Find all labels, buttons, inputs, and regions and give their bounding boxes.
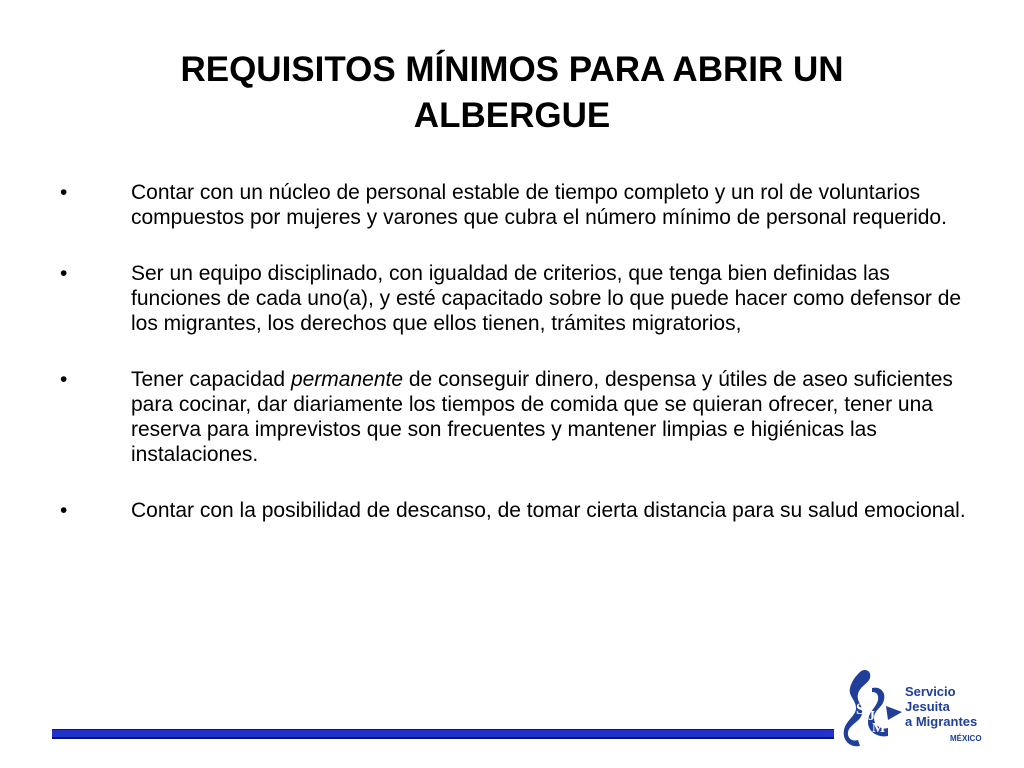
logo-monogram: S	[856, 701, 865, 718]
list-item-text-start: Tener capacidad	[131, 368, 291, 391]
requirements-list	[60, 180, 970, 554]
list-item-text	[131, 368, 953, 466]
list-item	[60, 367, 970, 467]
list-item-text-end: de conseguir dinero, despensa y útiles de aseo suficientes para cocinar, dar diariamente los tiempos de comida que se quieran ofrecer, tener una reserva para imprevistos que son frecuentes y mantener limpias e higiénicas las instalaciones.	[131, 368, 953, 466]
bullet-icon: •	[60, 262, 68, 285]
list-item-text: Contar con la posibilidad de descanso, de tomar cierta distancia para su salud emocional.	[131, 499, 966, 522]
svg-text:M: M	[872, 721, 886, 736]
sjm-logo-icon	[842, 666, 906, 748]
bullet-icon: •	[60, 499, 68, 522]
logo-text-servicio: Servicio	[905, 684, 956, 699]
sjm-logo	[842, 666, 1002, 748]
bullet-icon: •	[60, 181, 68, 204]
bullet-icon: •	[60, 368, 68, 391]
list-item	[60, 261, 970, 336]
logo-text-migrantes: a Migrantes	[905, 714, 978, 729]
list-item	[60, 498, 970, 523]
logo-text-country: MÉXICO	[950, 734, 982, 743]
list-item	[60, 180, 970, 230]
emphasis-text: permanente	[290, 368, 404, 391]
list-item-text: Ser un equipo disciplinado, con igualdad de criterios, que tenga bien definidas las funciones de cada uno(a), y esté capacitado sobre lo que puede hacer como defensor de los migrantes, los derechos que ellos tienen, trámites migratorios,	[131, 262, 962, 335]
logo-text-jesuita: Jesuita	[905, 699, 950, 714]
svg-text:J: J	[868, 709, 875, 724]
footer-divider-bar	[52, 729, 834, 739]
slide-title: REQUISITOS MÍNIMOS PARA ABRIR UN ALBERGUE	[180, 50, 844, 135]
list-item-text: Contar con un núcleo de personal estable de tiempo completo y un rol de voluntarios compuestos por mujeres y varones que cubra el número mínimo de personal requerido.	[131, 181, 947, 229]
